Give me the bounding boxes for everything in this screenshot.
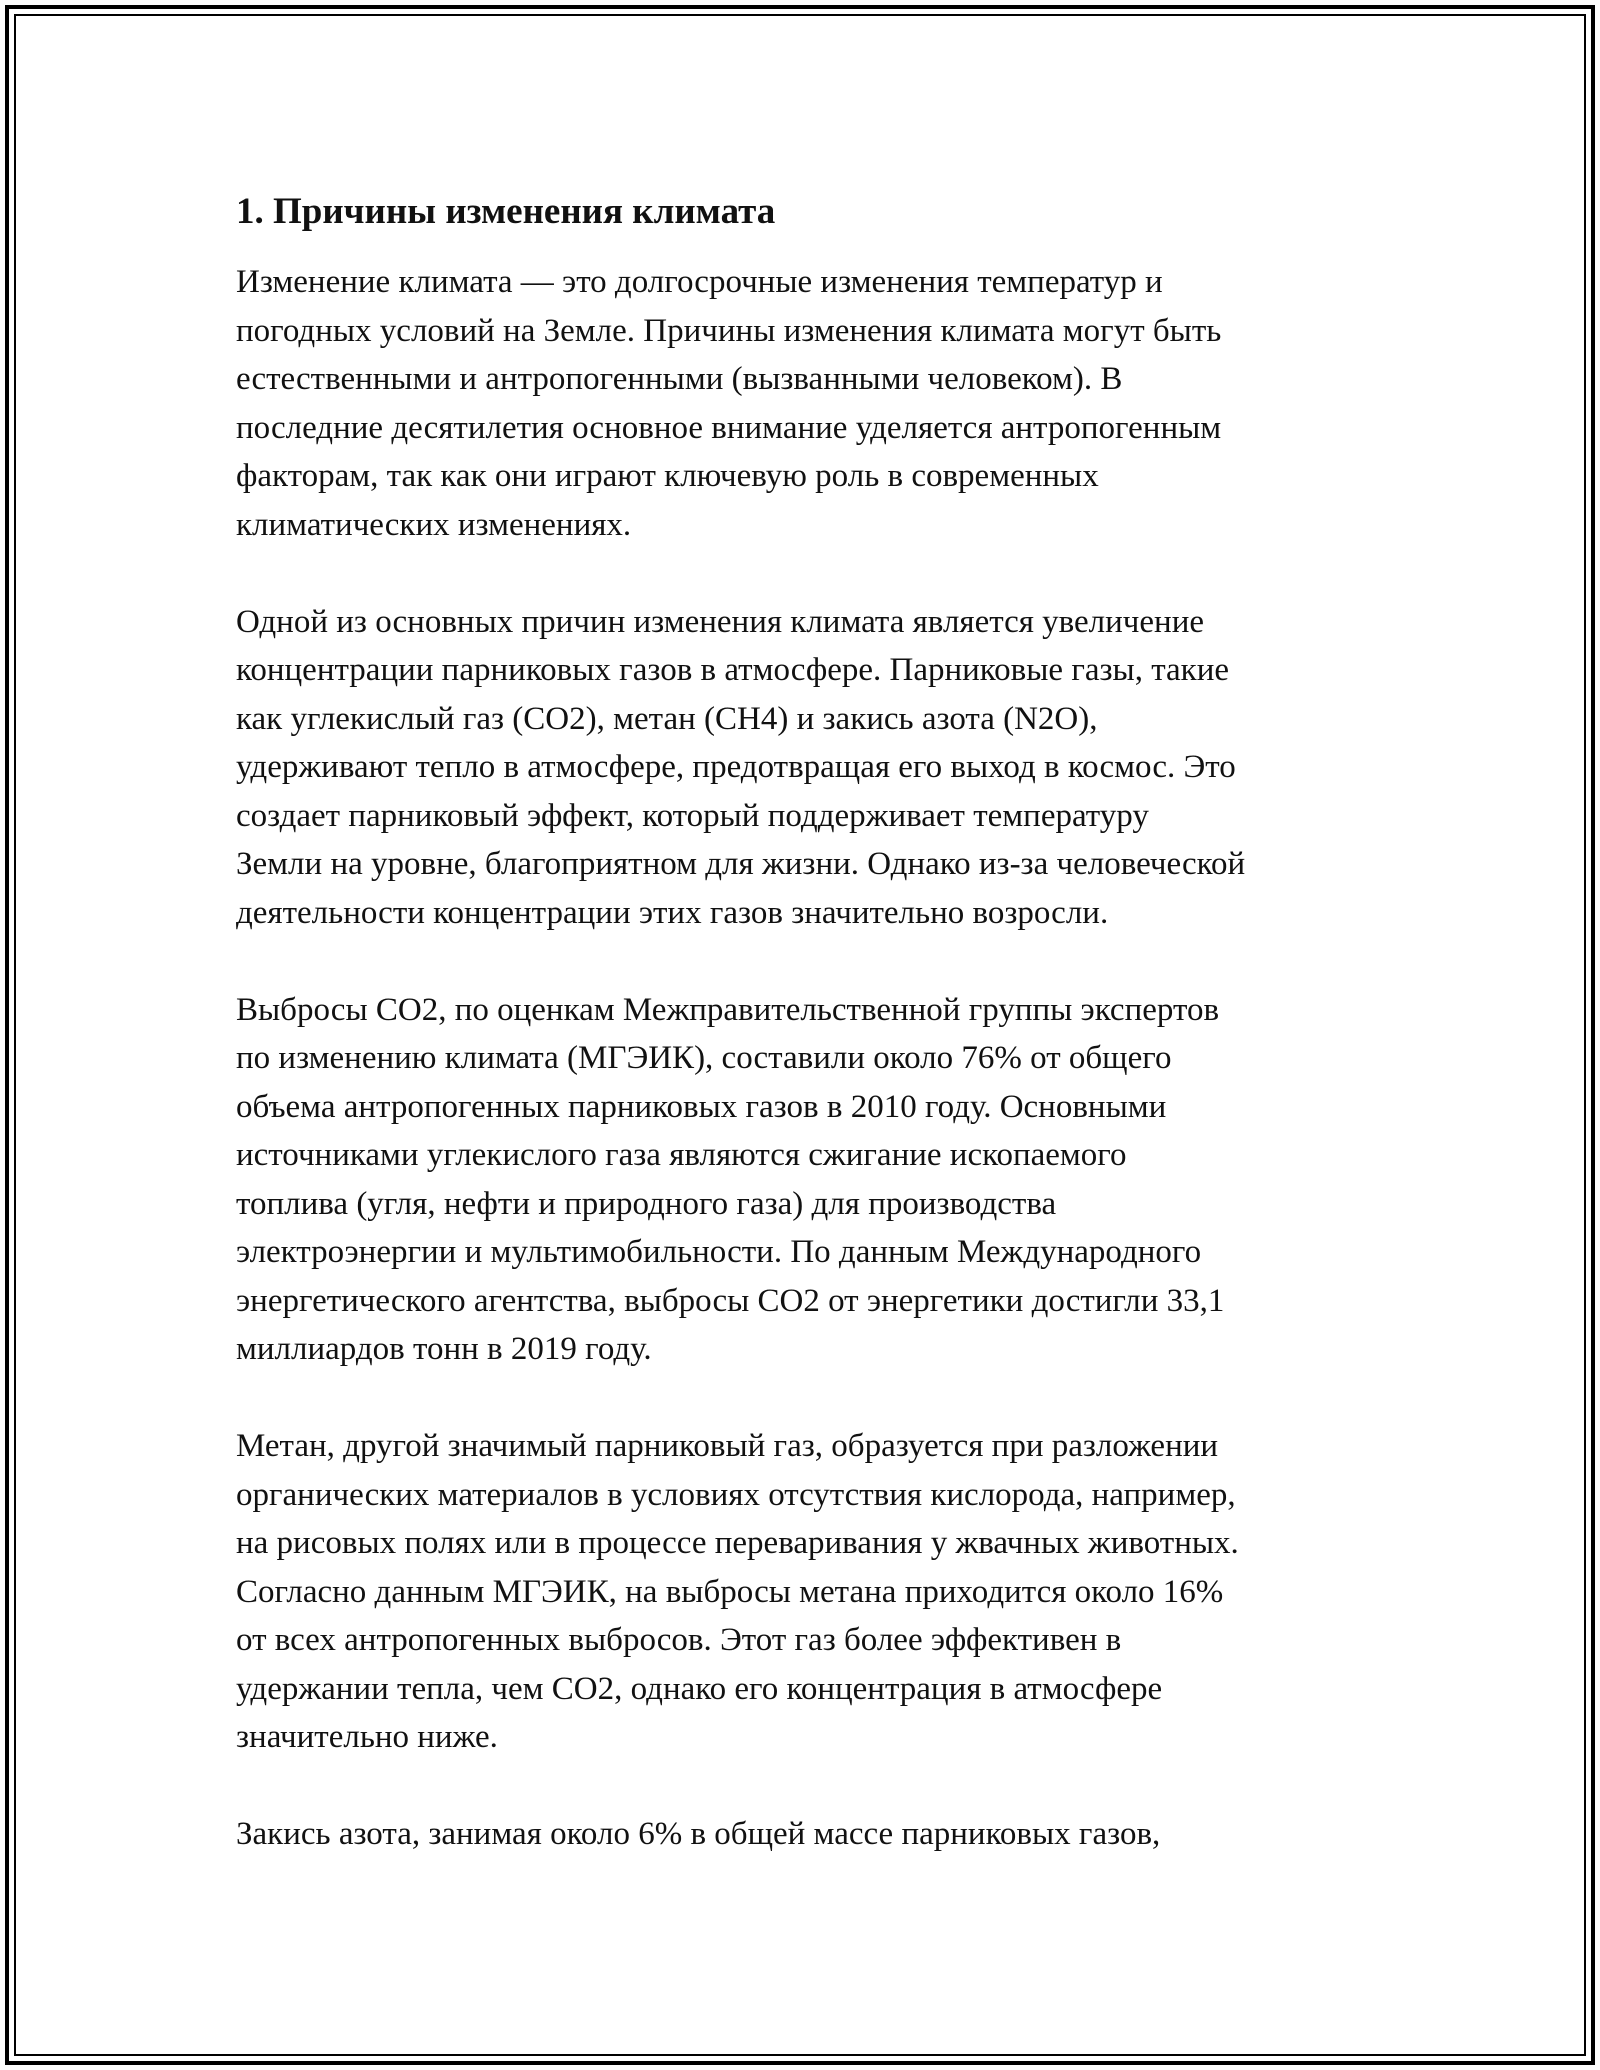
- paragraph-1: Изменение климата — это долгосрочные изменения температур и погодных условий на Земле. Причины изменения климата могут быть естественными и антропогенными (вызванными человеком). В последние десятилетия основное внимание уделяется антропогенным факторам, так как они играют ключевую роль в современных климатических изменениях.: [236, 264, 1222, 543]
- paragraph-3: Выбросы CO2, по оценкам Межправительственной группы экспертов по изменению климата (МГЭИК), составили около 76% от общего объема антропогенных парниковых газов в 2010 году. Основными источниками углекислого газа являются сжигание ископаемого топлива (угля, нефти и природного газа) для производства электроэнергии и мультимобильности. По данным Международного энергетического агентства, выбросы CO2 от энергетики достигли 33,1 миллиардов тонн в 2019 году.: [236, 991, 1225, 1367]
- section-heading: 1. Причины изменения климата: [236, 191, 776, 232]
- document-body: [236, 186, 1386, 1907]
- paragraph-2: Одной из основных причин изменения климата является увеличение концентрации парниковых газов в атмосфере. Парниковые газы, такие как углекислый газ (CO2), метан (CH4) и закись азота (N2O), удерживают тепло в атмосфере, предотвращая его выход в космос. Это создает парниковый эффект, который поддерживает температуру Земли на уровне, благоприятном для жизни. Однако из-за человеческой деятельности концентрации этих газов значительно возросли.: [236, 603, 1246, 931]
- paragraph-4: Метан, другой значимый парниковый газ, образуется при разложении органических материалов в условиях отсутствия кислорода, например, на рисовых полях или в процессе переваривания у жвачных животных. Согласно данным МГЭИК, на выбросы метана приходится около 16% от всех антропогенных выбросов. Этот газ более эффективен в удержании тепла, чем CO2, однако его концентрация в атмосфере значительно ниже.: [236, 1428, 1239, 1755]
- paragraph-5: Закись азота, занимая около 6% в общей массе парниковых газов,: [236, 1816, 1161, 1852]
